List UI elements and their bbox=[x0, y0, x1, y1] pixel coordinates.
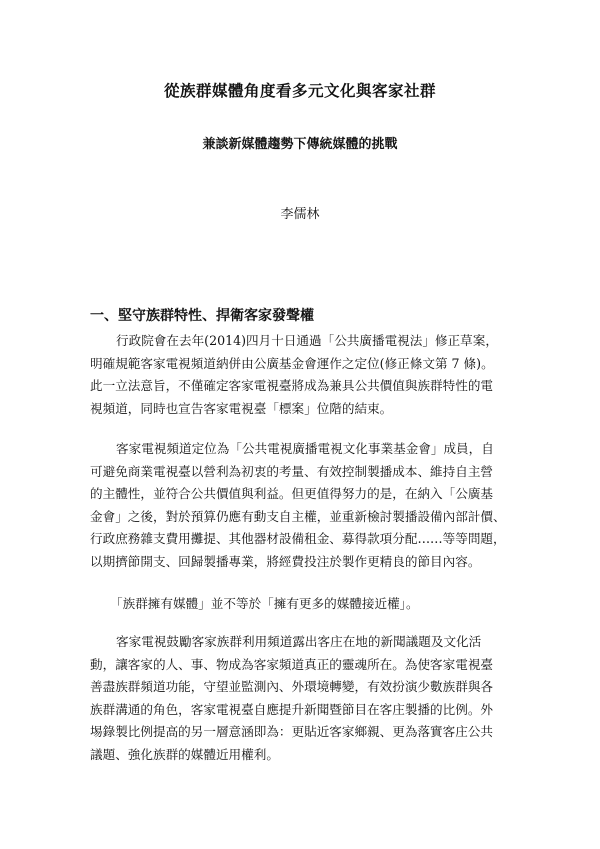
paragraph-line: 客家電視頻道定位為「公共電視廣播電視文化事業基金會」成員，自 bbox=[116, 441, 494, 456]
paragraph-line: 議題、強化族群的媒體近用權利。 bbox=[90, 746, 279, 762]
paragraph-line: 「族群擁有媒體」並不等於「擁有更多的媒體接近權」。 bbox=[110, 596, 419, 611]
paragraph-line: 善盡族群頻道功能，守望並監測內、外環境轉變，有效扮演少數族群與各 bbox=[90, 679, 493, 694]
paragraph-line: 此一立法意旨，不僅確定客家電視臺將成為兼具公共價值與族群特性的電 bbox=[90, 378, 493, 393]
paragraph-2 bbox=[90, 438, 522, 573]
paragraph-line: 明確規範客家電視頻道納併由公廣基金會運作之定位(修正條文第 7 條)。 bbox=[90, 355, 494, 371]
paragraph-4 bbox=[90, 631, 522, 766]
paragraph-line: 行政院會在去年(2014)四月十日通過「公共廣播電視法」修正草案， bbox=[116, 333, 498, 348]
paragraph-line: 動，讓客家的人、事、物成為客家頻道真正的靈魂所在。為使客家電視臺 bbox=[90, 656, 493, 672]
paragraph-line: 可避免商業電視臺以營利為初衷的考量、有效控制製播成本、維持自主營 bbox=[90, 463, 493, 479]
paragraph-line: 客家電視鼓勵客家族群利用頻道露出客庄在地的新聞議題及文化活 bbox=[116, 634, 482, 649]
author-name: 李儒林 bbox=[280, 207, 320, 222]
document-subtitle: 兼談新媒體趨勢下傳統媒體的挑戰 bbox=[202, 137, 398, 152]
paragraph-line: 的主體性，並符合公共價值與利益。但更值得努力的是，在納入「公廣基 bbox=[90, 486, 493, 501]
paragraph-3 bbox=[90, 593, 522, 616]
paragraph-line: 以期擠節開支、回歸製播專業，將經費投注於製作更精良的節目內容。 bbox=[90, 553, 481, 569]
paragraph-line: 視頻道，同時也宣告客家電視臺「標案」位階的結束。 bbox=[90, 400, 393, 416]
paragraph-line: 行政庶務雜支費用攤提、其他器材設備租金、募得款項分配……等等問題， bbox=[90, 531, 506, 546]
paragraph-line: 埸錄製比例提高的另一層意涵即為：更貼近客家鄉親、更為落實客庄公共 bbox=[90, 724, 493, 739]
paragraph-line: 族群溝通的角色，客家電視臺自應提升新聞暨節目在客庄製播的比例。外 bbox=[90, 701, 493, 717]
document-title: 從族群媒體角度看多元文化與客家社群 bbox=[163, 81, 436, 100]
paragraph-line: 金會」之後，對於預算仍應有動支自主權，並重新檢討製播設備內部計價、 bbox=[90, 508, 506, 524]
paragraph-1 bbox=[90, 330, 522, 420]
section-heading: 一、堅守族群特性、捍衛客家發聲權 bbox=[90, 308, 314, 324]
